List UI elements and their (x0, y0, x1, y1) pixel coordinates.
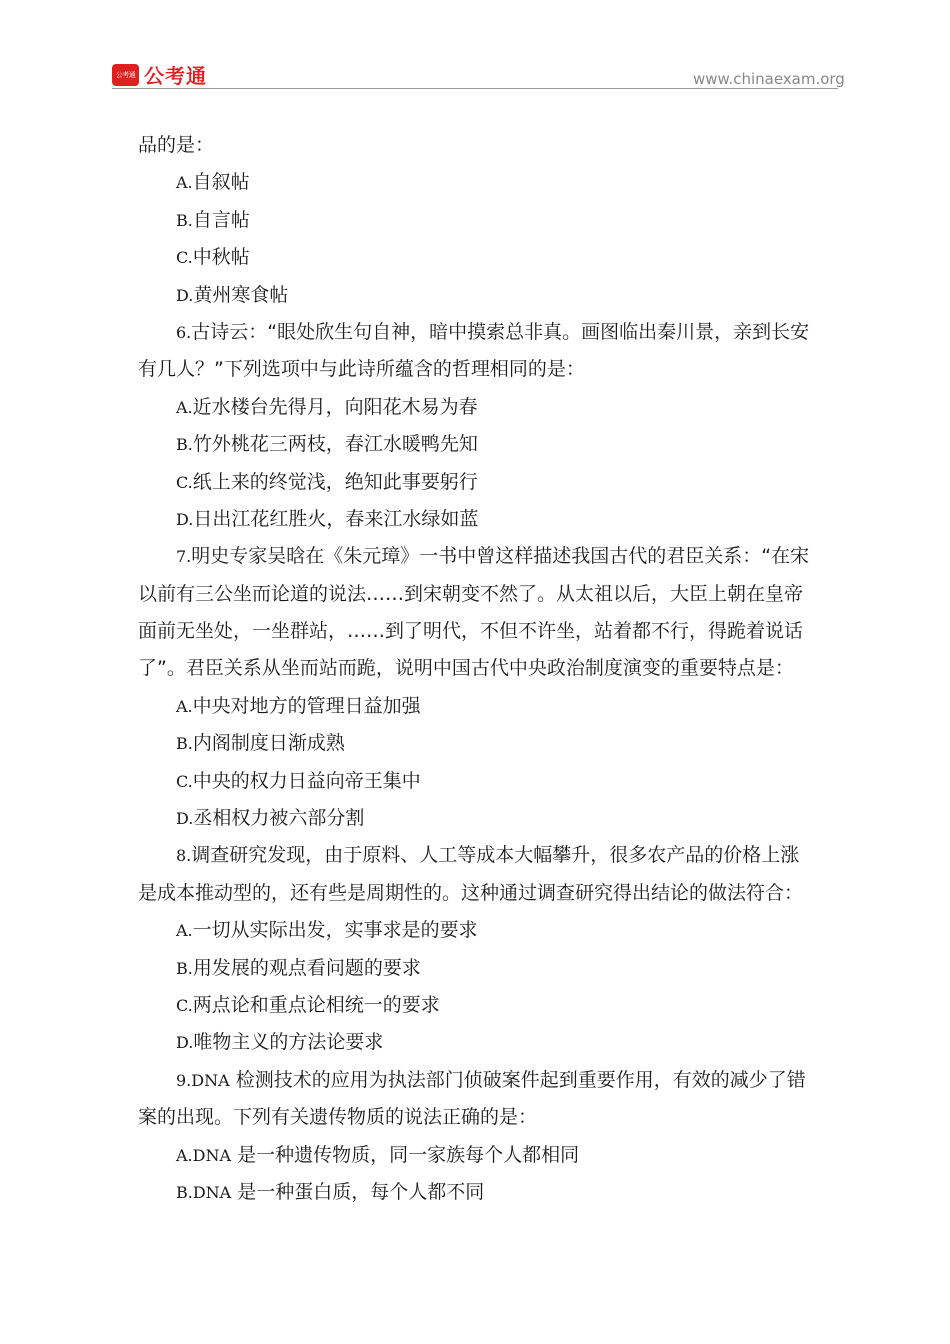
site-url: www.chinaexam.org (693, 70, 845, 88)
logo-text: 公考通 (144, 64, 207, 88)
line-text: 日出江花红胜火，春来江水绿如蓝 (193, 507, 479, 530)
line-text: 两点论和重点论相统一的要求 (192, 993, 440, 1016)
line-prefix: C. (176, 995, 193, 1015)
text-line (138, 239, 818, 276)
text-line (138, 613, 818, 650)
line-prefix: A.DNA (176, 1145, 232, 1165)
line-text: 中央对地方的管理日益加强 (192, 694, 421, 717)
line-text: 调查研究发现，由于原料、人工等成本大幅攀升，很多农产品的价格上涨 (191, 844, 800, 867)
line-text: 明史专家吴晗在《朱元璋》一书中曾这样描述我国古代的君臣关系：“在宋 (191, 545, 810, 568)
line-text: 用发展的观点看问题的要求 (192, 956, 421, 979)
line-prefix: A. (176, 696, 193, 716)
line-text: 中秋帖 (192, 246, 250, 269)
line-text: 丞相权力被六部分割 (193, 807, 365, 830)
line-prefix: C. (176, 248, 193, 268)
line-text: 中央的权力日益向帝王集中 (192, 769, 421, 792)
line-text: 自叙帖 (192, 171, 250, 194)
line-prefix: 6. (176, 322, 192, 342)
brand-logo (112, 60, 207, 89)
line-prefix: D. (176, 285, 194, 305)
text-line (138, 426, 818, 463)
line-prefix: D. (176, 809, 194, 829)
text-line (138, 875, 818, 912)
text-line (138, 912, 818, 949)
line-text: 是一种蛋白质，每个人都不同 (231, 1180, 485, 1203)
text-line (138, 202, 818, 239)
line-prefix: C. (176, 472, 193, 492)
line-prefix: B. (176, 958, 193, 978)
text-line (138, 277, 818, 314)
line-text: 以前有三公坐而论道的说法……到宋朝变不然了。从太祖以后，大臣上朝在皇帝 (138, 582, 804, 605)
text-line (138, 688, 818, 725)
text-line (138, 1137, 818, 1174)
logo-badge-icon: 公考通 (112, 64, 139, 86)
text-line (138, 725, 818, 762)
line-text: 黄州寒食帖 (193, 283, 289, 306)
line-text: 案的出现。下列有关遗传物质的说法正确的是： (138, 1106, 538, 1129)
line-prefix: 7. (176, 547, 192, 567)
text-line (138, 164, 818, 201)
text-line (138, 389, 818, 426)
text-line (138, 1024, 818, 1061)
line-text: 近水楼台先得月，向阳花木易为春 (192, 395, 478, 418)
line-prefix: 8. (176, 846, 192, 866)
text-line (138, 576, 818, 613)
text-line (138, 1099, 818, 1136)
text-line (138, 1062, 818, 1099)
text-line (138, 127, 818, 164)
page-header (0, 0, 950, 110)
line-text: 是一种遗传物质，同一家族每个人都相同 (231, 1143, 580, 1166)
line-text: 自言帖 (192, 208, 250, 231)
text-line (138, 1174, 818, 1211)
text-line (138, 501, 818, 538)
line-prefix: A. (176, 397, 193, 417)
text-line (138, 314, 818, 351)
line-text: 古诗云：“眼处欣生句自神，暗中摸索总非真。画图临出秦川景，亲到长安 (191, 320, 810, 343)
text-line (138, 800, 818, 837)
line-text: 面前无坐处，一坐群站，……到了明代，不但不许坐，站着都不行，得跪着说话 (138, 620, 804, 643)
line-text: 内阁制度日渐成熟 (192, 732, 345, 755)
text-line (138, 351, 818, 388)
line-text: 品的是： (138, 134, 215, 156)
line-prefix: B. (176, 210, 193, 230)
line-prefix: D. (176, 509, 194, 529)
text-line (138, 987, 818, 1024)
header-divider (112, 88, 838, 89)
line-prefix: B. (176, 435, 193, 455)
line-text: 竹外桃花三两枝，春江水暖鸭先知 (192, 433, 478, 456)
line-prefix: C. (176, 771, 193, 791)
line-prefix: B.DNA (176, 1182, 232, 1202)
line-prefix: 9.DNA (176, 1070, 230, 1090)
text-line (138, 763, 818, 800)
text-line (138, 650, 818, 687)
line-prefix: A. (176, 921, 193, 941)
line-text: 是成本推动型的，还有些是周期性的。这种通过调查研究得出结论的做法符合： (138, 881, 804, 904)
line-text: 纸上来的终觉浅，绝知此事要躬行 (192, 470, 478, 493)
text-line (138, 950, 818, 987)
text-line (138, 464, 818, 501)
document-body (138, 127, 818, 1211)
line-text: 检测技术的应用为执法部门侦破案件起到重要作用，有效的减少了错 (229, 1068, 806, 1091)
line-prefix: D. (176, 1033, 194, 1053)
line-text: 唯物主义的方法论要求 (193, 1031, 384, 1054)
text-line (138, 837, 818, 874)
line-text: 了”。君臣关系从坐而站而跪，说明中国古代中央政治制度演变的重要特点是： (138, 657, 794, 680)
text-line (138, 538, 818, 575)
line-text: 有几人？”下列选项中与此诗所蕴含的哲理相同的是： (138, 358, 585, 381)
line-prefix: B. (176, 734, 193, 754)
line-text: 一切从实际出发，实事求是的要求 (192, 919, 478, 942)
line-prefix: A. (176, 173, 193, 193)
